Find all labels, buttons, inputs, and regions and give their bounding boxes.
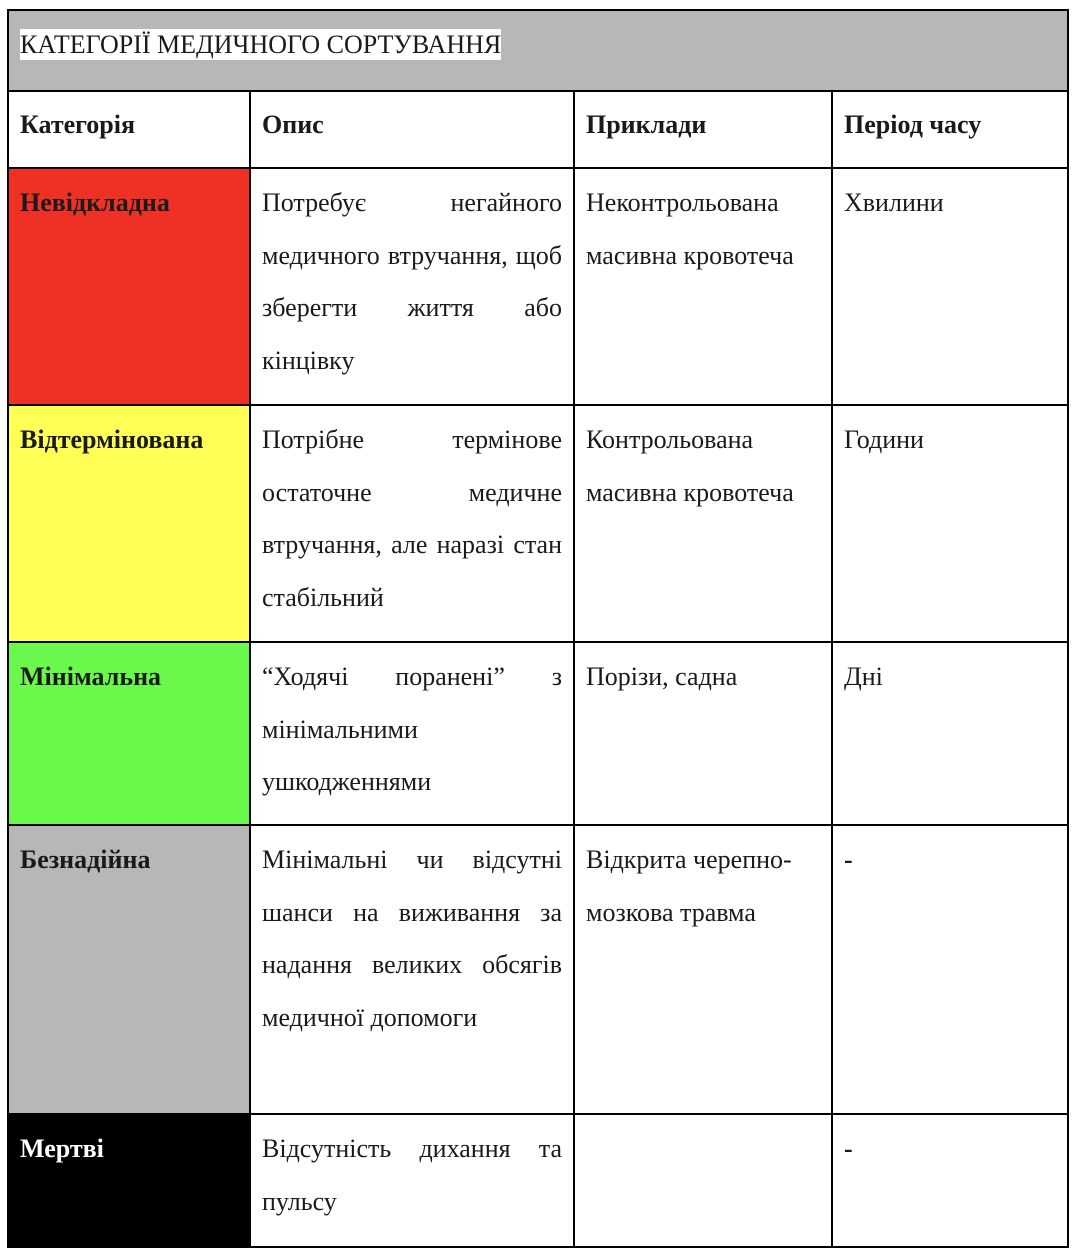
triage-categories-table — [7, 9, 1069, 1248]
header-examples: Приклади — [574, 91, 832, 168]
description-cell: “Ходячі поранені” з мінімальними ушкодженнями — [250, 642, 574, 825]
table-row-expectant — [8, 825, 1068, 1114]
table-row-delayed — [8, 405, 1068, 642]
examples-cell — [574, 1114, 832, 1247]
description-cell: Мінімальні чи відсутні шанси на виживання за надання великих обсягів медичної допомоги — [250, 825, 574, 1114]
time-cell: Години — [832, 405, 1068, 642]
time-cell: - — [832, 1114, 1068, 1247]
examples-cell: Неконтрольована масивна кровотеча — [574, 168, 832, 405]
header-category: Категорія — [8, 91, 250, 168]
examples-cell: Порізи, садна — [574, 642, 832, 825]
table-row-dead — [8, 1114, 1068, 1247]
header-description: Опис — [250, 91, 574, 168]
table-title: КАТЕГОРІЇ МЕДИЧНОГО СОРТУВАННЯ — [20, 30, 502, 59]
examples-cell: Контрольована масивна кровотеча — [574, 405, 832, 642]
header-time: Період часу — [832, 91, 1068, 168]
time-cell: Хвилини — [832, 168, 1068, 405]
table-row-immediate — [8, 168, 1068, 405]
table-header-row — [8, 91, 1068, 168]
description-cell: Відсутність дихання та пульсу — [250, 1114, 574, 1247]
examples-cell: Відкрита черепно-мозкова травма — [574, 825, 832, 1114]
description-cell: Потребує негайного медичного втручання, щоб зберегти життя або кінцівку — [250, 168, 574, 405]
description-cell: Потрібне термінове остаточне медичне втручання, але наразі стан стабільний — [250, 405, 574, 642]
time-cell: Дні — [832, 642, 1068, 825]
category-cell-minimal: Мінімальна — [8, 642, 250, 825]
category-cell-dead: Мертві — [8, 1114, 250, 1247]
time-cell: - — [832, 825, 1068, 1114]
table-row-minimal — [8, 642, 1068, 825]
category-cell-expectant: Безнадійна — [8, 825, 250, 1114]
table-title-cell — [8, 10, 1068, 91]
category-cell-immediate: Невідкладна — [8, 168, 250, 405]
category-cell-delayed: Відтермінована — [8, 405, 250, 642]
